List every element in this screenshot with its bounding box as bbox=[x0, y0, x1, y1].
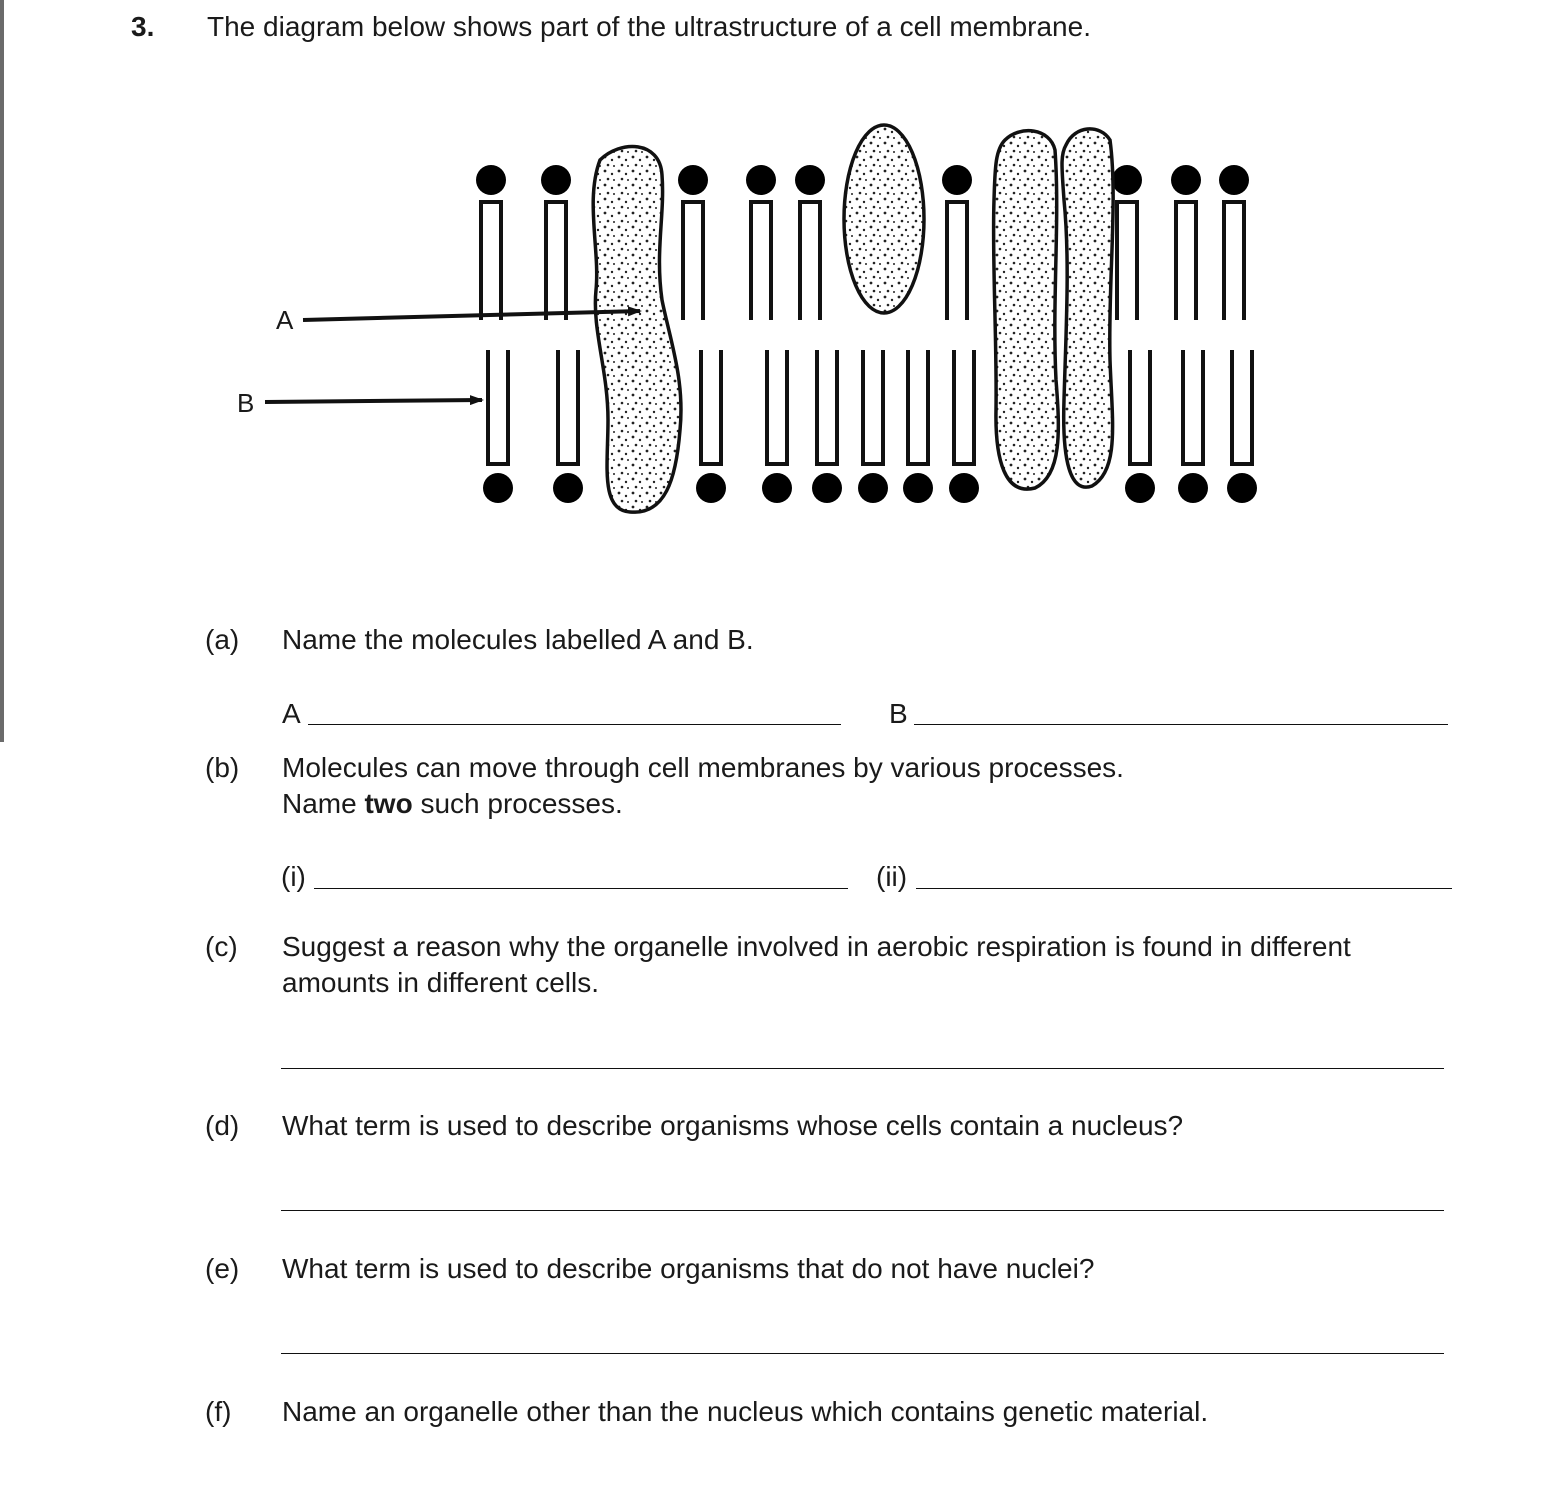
part-b-label: (b) bbox=[205, 752, 240, 783]
answer-a-line[interactable] bbox=[308, 724, 841, 725]
phospholipid-head-bottom bbox=[1227, 473, 1257, 503]
phospholipid-head-top bbox=[1112, 165, 1142, 195]
fatty-acid-tail-bottom bbox=[1232, 350, 1252, 464]
answer-d-line[interactable] bbox=[281, 1210, 1444, 1211]
phospholipid-head-bottom bbox=[949, 473, 979, 503]
answer-b-line[interactable] bbox=[914, 724, 1448, 725]
fatty-acid-tail-top bbox=[481, 202, 501, 320]
phospholipid-head-bottom bbox=[762, 473, 792, 503]
fatty-acid-tail-bottom bbox=[954, 350, 974, 464]
phospholipid-head-top bbox=[678, 165, 708, 195]
phospholipid-head-bottom bbox=[553, 473, 583, 503]
cell-membrane-diagram bbox=[0, 0, 1566, 600]
fatty-acid-tail-bottom bbox=[817, 350, 837, 464]
answer-c-line[interactable] bbox=[281, 1068, 1444, 1069]
phospholipid-head-top bbox=[1219, 165, 1249, 195]
fatty-acid-tail-top bbox=[800, 202, 820, 320]
phospholipid-head-top bbox=[942, 165, 972, 195]
part-f-label: (f) bbox=[205, 1396, 232, 1427]
part-a-label: (a) bbox=[205, 624, 240, 655]
part-a-text: Name the molecules labelled A and B. bbox=[282, 624, 754, 655]
protein-channel-right bbox=[1062, 129, 1113, 487]
answer-ii-label: (ii) bbox=[876, 861, 908, 892]
fatty-acid-tail-bottom bbox=[863, 350, 883, 464]
phospholipid-head-top bbox=[541, 165, 571, 195]
part-c-line2: amounts in different cells. bbox=[282, 967, 599, 998]
phospholipid-head-bottom bbox=[1178, 473, 1208, 503]
phospholipid-head-bottom bbox=[696, 473, 726, 503]
answer-i-line[interactable] bbox=[314, 888, 848, 889]
fatty-acid-tail-top bbox=[683, 202, 703, 320]
fatty-acid-tail-bottom bbox=[767, 350, 787, 464]
fatty-acid-tail-top bbox=[1117, 202, 1137, 320]
question-number: 3. bbox=[131, 11, 155, 42]
answer-b-label: B bbox=[889, 698, 908, 729]
fatty-acid-tail-top bbox=[751, 202, 771, 320]
part-f-text: Name an organelle other than the nucleus which contains genetic material. bbox=[282, 1396, 1209, 1427]
phospholipid-head-top bbox=[476, 165, 506, 195]
part-d-text: What term is used to describe organisms whose cells contain a nucleus? bbox=[282, 1110, 1184, 1141]
phospholipid-head-bottom bbox=[1125, 473, 1155, 503]
label-a: A bbox=[276, 305, 294, 335]
phospholipid-head-top bbox=[746, 165, 776, 195]
answer-ii-line[interactable] bbox=[916, 888, 1452, 889]
part-e-label: (e) bbox=[205, 1253, 240, 1284]
fatty-acid-tail-bottom bbox=[1183, 350, 1203, 464]
fatty-acid-tail-bottom bbox=[908, 350, 928, 464]
phospholipid-head-bottom bbox=[483, 473, 513, 503]
question-intro: The diagram below shows part of the ultrastructure of a cell membrane. bbox=[207, 11, 1091, 42]
answer-i-label: (i) bbox=[281, 861, 306, 892]
part-e-text: What term is used to describe organisms that do not have nuclei? bbox=[282, 1253, 1095, 1284]
protein-channel-mid bbox=[994, 131, 1059, 489]
part-b-line1: Molecules can move through cell membranes by various processes. bbox=[282, 752, 1124, 783]
part-b-line2: Name two such processes. bbox=[282, 788, 623, 819]
phospholipid-head-bottom bbox=[858, 473, 888, 503]
phospholipid-head-bottom bbox=[812, 473, 842, 503]
fatty-acid-tail-top bbox=[1224, 202, 1244, 320]
phospholipid-head-top bbox=[795, 165, 825, 195]
fatty-acid-tail-top bbox=[1176, 202, 1196, 320]
answer-e-line[interactable] bbox=[281, 1353, 1444, 1354]
arrow-a bbox=[303, 311, 640, 320]
fatty-acid-tail-top bbox=[546, 202, 566, 320]
fatty-acid-tail-bottom bbox=[558, 350, 578, 464]
fatty-acid-tail-bottom bbox=[488, 350, 508, 464]
part-c-line1: Suggest a reason why the organelle involved in aerobic respiration is found in different bbox=[282, 931, 1351, 962]
answer-a-label: A bbox=[282, 698, 301, 729]
part-d-label: (d) bbox=[205, 1110, 240, 1141]
label-b: B bbox=[237, 388, 255, 418]
protein-channel-left bbox=[593, 146, 681, 512]
part-c-label: (c) bbox=[205, 931, 238, 962]
fatty-acid-tail-top bbox=[947, 202, 967, 320]
phospholipid-head-top bbox=[1171, 165, 1201, 195]
fatty-acid-tail-bottom bbox=[1130, 350, 1150, 464]
fatty-acid-tail-bottom bbox=[701, 350, 721, 464]
protein-peripheral bbox=[844, 125, 924, 313]
arrow-b bbox=[265, 400, 482, 402]
phospholipid-head-bottom bbox=[903, 473, 933, 503]
